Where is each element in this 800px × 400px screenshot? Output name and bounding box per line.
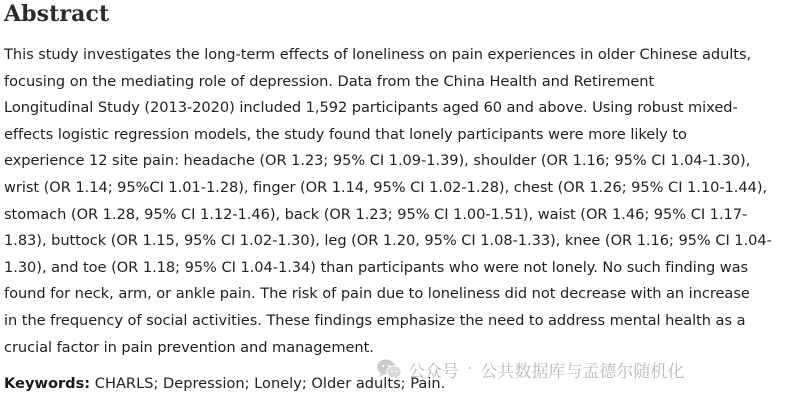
abstract-line: stomach (OR 1.28, 95% CI 1.12-1.46), back (OR 1.23; 95% CI 1.00-1.51), waist (OR 1.46; 95% CI 1.17-: [4, 205, 748, 223]
abstract-line: found for neck, arm, or ankle pain. The risk of pain due to loneliness did not decrease with an increase: [4, 285, 750, 303]
watermark-account: 公共数据库与孟德尔随机化: [480, 361, 685, 382]
abstract-line: wrist (OR 1.14; 95%CI 1.01-1.28), finger (OR 1.14, 95% CI 1.02-1.28), chest (OR 1.26; 95% CI 1.10-1.44),: [4, 178, 768, 196]
keywords-line: [4, 372, 445, 396]
abstract-line: in the frequency of social activities. These findings emphasize the need to address mental health as a: [4, 311, 746, 329]
abstract-body: [4, 42, 794, 361]
keywords-value: CHARLS; Depression; Lonely; Older adults; Pain.: [90, 375, 446, 392]
watermark-prefix: 公众号: [408, 361, 459, 382]
abstract-line: experience 12 site pain: headache (OR 1.23; 95% CI 1.09-1.39), shoulder (OR 1.16; 95% CI 1.04-1.30),: [4, 152, 751, 170]
abstract-line: crucial factor in pain prevention and management.: [4, 338, 374, 356]
abstract-line: Longitudinal Study (2013-2020) included 1,592 participants aged 60 and above. Using robust mixed-: [4, 99, 738, 117]
watermark-separator: ·: [467, 359, 473, 379]
abstract-line: 1.30), and toe (OR 1.18; 95% CI 1.04-1.34) than participants who were not lonely. No such finding was: [4, 258, 749, 276]
abstract-line: effects logistic regression models, the study found that lonely participants were more likely to: [4, 125, 687, 143]
keywords-label: Keywords:: [4, 375, 91, 392]
abstract-line: focusing on the mediating role of depression. Data from the China Health and Retirement: [4, 72, 655, 90]
abstract-line: 1.83), buttock (OR 1.15, 95% CI 1.02-1.30), leg (OR 1.20, 95% CI 1.08-1.33), knee (OR 1.16; 95% CI 1.04-: [4, 232, 772, 250]
abstract-heading: Abstract: [4, 1, 110, 27]
abstract-line: This study investigates the long-term effects of loneliness on pain experiences in older Chinese adults,: [4, 46, 752, 63]
